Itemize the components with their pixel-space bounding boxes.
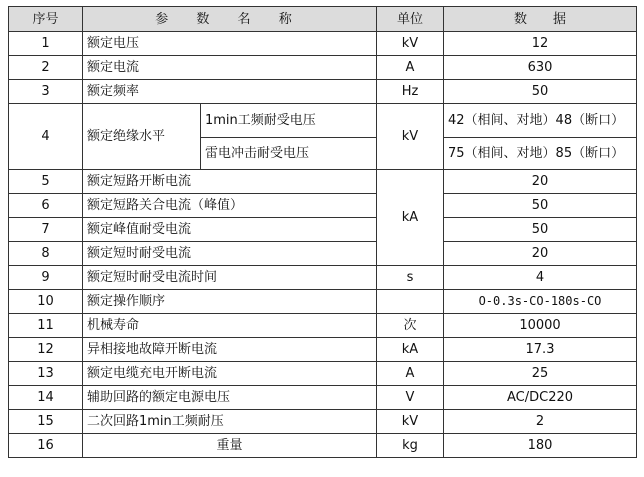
row-no: 5 (9, 170, 83, 194)
row-unit: A (377, 56, 444, 80)
row-name: 额定绝缘水平 (83, 104, 201, 170)
row-no: 15 (9, 410, 83, 434)
table-row (9, 434, 637, 458)
spec-table (8, 6, 637, 458)
row-value: AC/DC220 (444, 386, 637, 410)
subrow-name: 1min工频耐受电压 (201, 104, 377, 138)
row-value: 20 (444, 242, 637, 266)
row-no: 8 (9, 242, 83, 266)
row-unit (377, 290, 444, 314)
row-value: 17.3 (444, 338, 637, 362)
table-row (9, 314, 637, 338)
row-unit: Hz (377, 80, 444, 104)
table-row (9, 242, 637, 266)
row-name: 额定电缆充电开断电流 (83, 362, 377, 386)
row-name: 额定电压 (83, 32, 377, 56)
row-value: 50 (444, 80, 637, 104)
table-row (9, 104, 637, 138)
row-unit: kA (377, 338, 444, 362)
header-data: 数 据 (444, 7, 637, 32)
table-row (9, 290, 637, 314)
subrow-name: 雷电冲击耐受电压 (201, 138, 377, 170)
table-row (9, 194, 637, 218)
row-unit: s (377, 266, 444, 290)
header-unit: 单位 (377, 7, 444, 32)
row-unit: kg (377, 434, 444, 458)
row-name: 额定频率 (83, 80, 377, 104)
row-no: 3 (9, 80, 83, 104)
table-row (9, 32, 637, 56)
row-name: 额定操作顺序 (83, 290, 377, 314)
row-value: O-0.3s-CO-180s-CO (444, 290, 637, 314)
row-no: 2 (9, 56, 83, 80)
row-no: 14 (9, 386, 83, 410)
table-row (9, 56, 637, 80)
row-name: 异相接地故障开断电流 (83, 338, 377, 362)
table-row (9, 410, 637, 434)
row-value: 20 (444, 170, 637, 194)
row-value: 630 (444, 56, 637, 80)
table-row (9, 386, 637, 410)
subrow-value: 42（相间、对地）48（断口） (444, 104, 637, 138)
row-no: 1 (9, 32, 83, 56)
row-value: 12 (444, 32, 637, 56)
row-unit: V (377, 386, 444, 410)
row-no: 16 (9, 434, 83, 458)
subrow-value: 75（相间、对地）85（断口） (444, 138, 637, 170)
row-unit: kV (377, 410, 444, 434)
row-name: 重量 (83, 434, 377, 458)
row-unit: kV (377, 104, 444, 170)
row-name: 机械寿命 (83, 314, 377, 338)
row-name: 额定短时耐受电流时间 (83, 266, 377, 290)
header-row (9, 7, 637, 32)
row-unit: 次 (377, 314, 444, 338)
row-value: 50 (444, 194, 637, 218)
table-row (9, 362, 637, 386)
row-value: 4 (444, 266, 637, 290)
table-row (9, 338, 637, 362)
row-no: 7 (9, 218, 83, 242)
row-name: 额定短时耐受电流 (83, 242, 377, 266)
header-no: 序号 (9, 7, 83, 32)
table-row (9, 266, 637, 290)
row-no: 10 (9, 290, 83, 314)
table-row (9, 170, 637, 194)
row-no: 11 (9, 314, 83, 338)
row-value: 10000 (444, 314, 637, 338)
row-name: 额定电流 (83, 56, 377, 80)
row-no: 6 (9, 194, 83, 218)
header-param-name: 参 数 名 称 (83, 7, 377, 32)
table-row (9, 80, 637, 104)
row-no: 4 (9, 104, 83, 170)
row-value: 50 (444, 218, 637, 242)
row-value: 2 (444, 410, 637, 434)
row-no: 13 (9, 362, 83, 386)
table-row (9, 218, 637, 242)
row-unit-group: kA (377, 170, 444, 266)
row-name: 额定峰值耐受电流 (83, 218, 377, 242)
row-unit: A (377, 362, 444, 386)
row-no: 9 (9, 266, 83, 290)
row-name: 额定短路关合电流（峰值） (83, 194, 377, 218)
row-no: 12 (9, 338, 83, 362)
row-name: 额定短路开断电流 (83, 170, 377, 194)
row-value: 25 (444, 362, 637, 386)
row-value: 180 (444, 434, 637, 458)
row-name: 二次回路1min工频耐压 (83, 410, 377, 434)
row-name: 辅助回路的额定电源电压 (83, 386, 377, 410)
row-unit: kV (377, 32, 444, 56)
